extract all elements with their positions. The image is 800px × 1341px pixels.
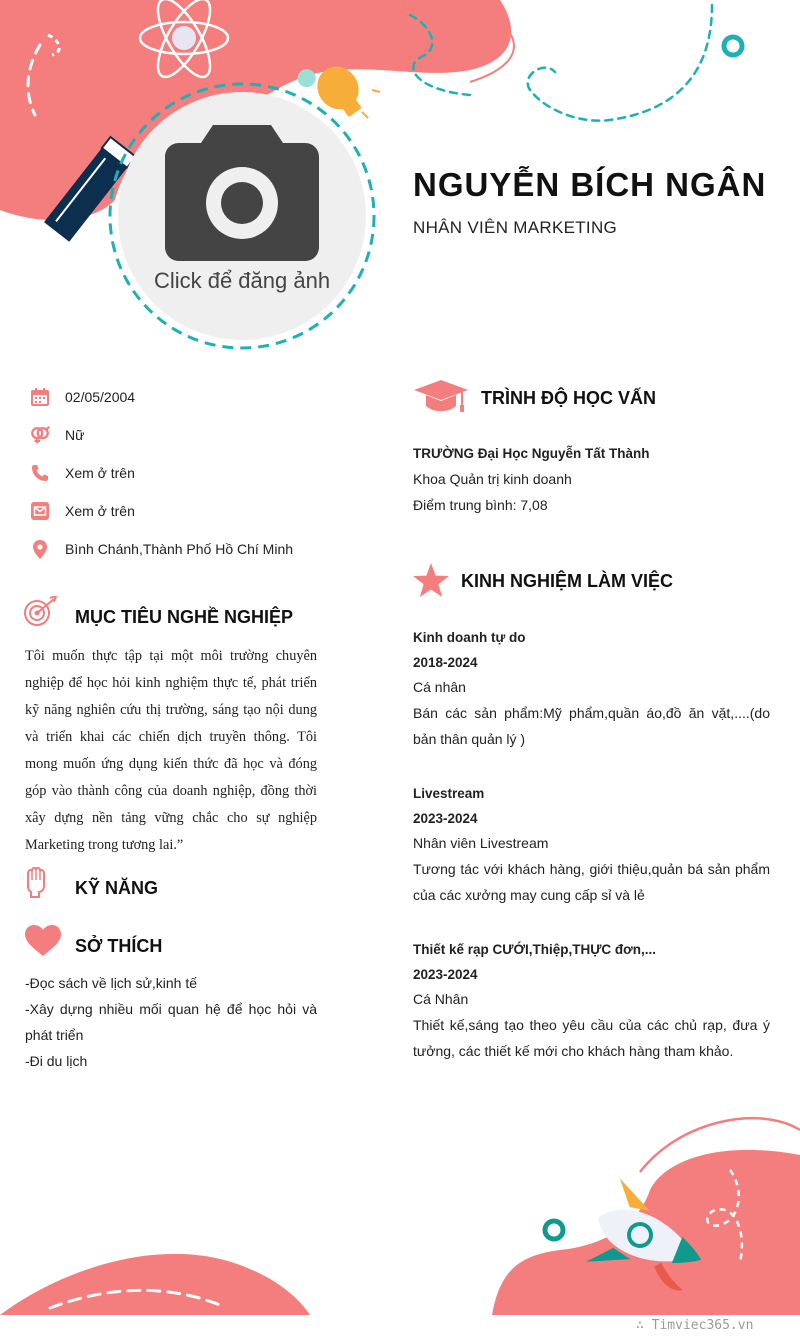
avatar-upload[interactable] <box>118 92 366 340</box>
experience-item-desc: Bán các sản phẩm:Mỹ phẩm,quần áo,đồ ăn vặt,....(do bản thân quản lý ) <box>413 705 770 747</box>
experience-item <box>413 781 770 908</box>
education-school: TRƯỜNG Đại Học Nguyễn Tất Thành <box>413 446 650 461</box>
contact-gender <box>30 423 84 447</box>
skills-title: KỸ NĂNG <box>75 878 159 898</box>
hobby-item: -Xây dựng nhiều mối quan hệ để học hỏi và phát triển <box>25 1001 317 1043</box>
graduation-cap-icon <box>414 380 468 414</box>
email-icon <box>30 501 50 521</box>
target-icon <box>24 596 58 628</box>
experience-item-period: 2018-2024 <box>413 655 478 670</box>
experience-item-period: 2023-2024 <box>413 967 478 982</box>
camera-icon <box>165 125 319 261</box>
gender-icon <box>30 425 50 445</box>
contact-birthdate <box>30 385 135 409</box>
hobbies-title: SỞ THÍCH <box>75 936 163 956</box>
objective-text: Tôi muốn thực tập tại một môi trường chuyên nghiệp để học hỏi kinh nghiệm thực tế, phát triển kỹ năng nghiên cứu thị trường, sáng tạo nội dung và triển khai các chiến dịch truyền thông. Tôi mong muốn ứng dụng kiến thức đã học và đóng góp vào thành công của doanh nghiệp, đồng thời xây dựng nền tảng vững chắc cho sự nghiệp Marketing trong tương lai.” <box>25 648 317 853</box>
experience-item <box>413 625 770 752</box>
location-pin-icon <box>30 539 50 559</box>
raised-fist-icon <box>25 866 47 898</box>
calendar-icon <box>30 387 50 407</box>
gender-text: Nữ <box>65 427 85 443</box>
experience-item-title: Thiết kế rạp CƯỚI,Thiệp,THỰC đơn,... <box>413 942 657 957</box>
candidate-name: NGUYỄN BÍCH NGÂN <box>413 166 767 203</box>
job-title: NHÂN VIÊN MARKETING <box>413 218 618 237</box>
education-gpa: Điểm trung bình: 7,08 <box>413 497 548 513</box>
education-faculty: Khoa Quản trị kinh doanh <box>413 471 572 487</box>
experience-item-period: 2023-2024 <box>413 811 478 826</box>
watermark: ∴ Timviec365.vn <box>636 1318 754 1333</box>
heart-icon <box>25 925 61 957</box>
contact-phone <box>30 461 135 485</box>
experience-item-desc: Thiết kế,sáng tạo theo yêu cầu của các chủ rạp, đưa ý tưởng, các thiết kế mới cho khách hàng tham khảo. <box>413 1017 770 1059</box>
star-icon <box>413 563 449 597</box>
birthdate-text: 02/05/2004 <box>65 389 136 405</box>
experience-item-role: Cá Nhân <box>413 991 469 1007</box>
phone-text: Xem ở trên <box>65 465 135 481</box>
objective-title: MỤC TIÊU NGHỀ NGHIỆP <box>75 607 294 627</box>
experience-title: KINH NGHIỆM LÀM VIỆC <box>461 571 674 591</box>
experience-item-desc: Tương tác với khách hàng, giới thiệu,quản bá sản phẩm của các xưởng may cung cấp sỉ và lẻ <box>413 861 770 903</box>
experience-item-title: Livestream <box>413 786 485 801</box>
email-text: Xem ở trên <box>65 503 135 519</box>
experience-item-title: Kinh doanh tự do <box>413 630 526 645</box>
hobby-item: -Đọc sách về lịch sử,kinh tế <box>25 975 197 991</box>
address-text: Bình Chánh,Thành Phố Hồ Chí Minh <box>65 541 294 557</box>
contact-address <box>30 537 293 561</box>
avatar-caption: Click để đăng ảnh <box>153 268 331 293</box>
contact-email <box>30 499 135 523</box>
phone-icon <box>30 463 50 483</box>
experience-item-role: Cá nhân <box>413 679 466 695</box>
education-title: TRÌNH ĐỘ HỌC VẤN <box>481 388 656 408</box>
hobby-item: -Đi du lịch <box>25 1053 88 1069</box>
experience-item <box>413 937 770 1064</box>
experience-item-role: Nhân viên Livestream <box>413 835 549 851</box>
